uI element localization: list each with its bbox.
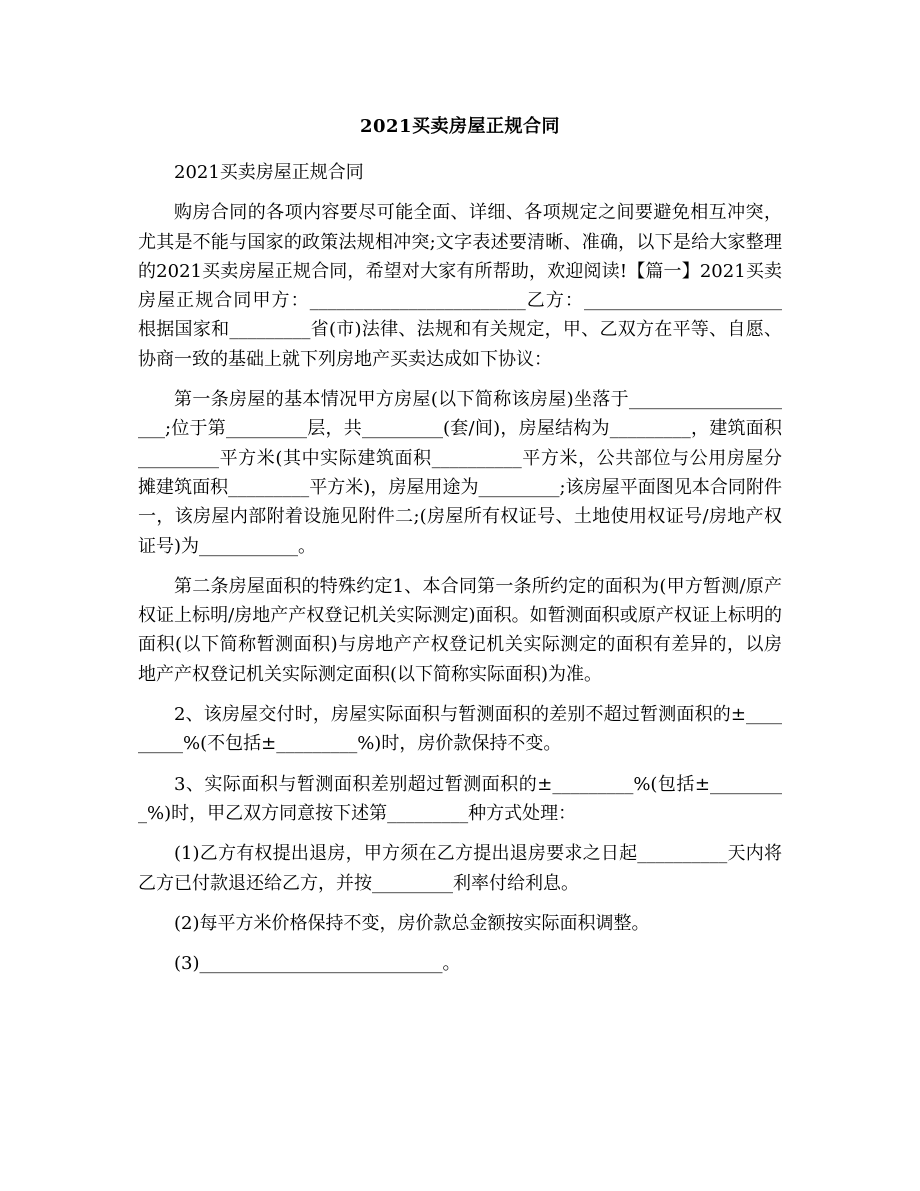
paragraph-clause-2: 2、该房屋交付时，房屋实际面积与暂测面积的差别不超过暂测面积的±_________%(不包括±_________%)时，房价款保持不变。	[138, 704, 782, 755]
paragraph-clause-3: 3、实际面积与暂测面积差别超过暂测面积的±_________%(包括±_________%)时，甲乙双方同意按下述第_________种方式处理：	[138, 773, 782, 824]
paragraph-option-3: (3)___________________________。	[174, 953, 461, 975]
paragraph-subtitle: 2021买卖房屋正规合同	[174, 162, 364, 183]
body-text	[138, 158, 782, 978]
paragraph-option-2: (2)每平方米价格保持不变，房价款总金额按实际面积调整。	[174, 912, 650, 934]
document-title: 2021买卖房屋正规合同	[359, 116, 561, 137]
paragraph-option-1: (1)乙方有权提出退房，甲方须在乙方提出退房要求之日起__________天内将乙方已付款退还给乙方，并按_________利率付给利息。	[138, 843, 782, 894]
paragraph-article-2: 第二条房屋面积的特殊约定1、本合同第一条所约定的面积为(甲方暂测/原产权证上标明/房地产产权登记机关实际测定)面积。如暂测面积或原产权证上标明的面积(以下简称暂测面积)与房地产产权登记机关实际测定的面积有差异的，以房地产产权登记机关实际测定面积(以下简称实际面积)为准。	[138, 575, 782, 685]
paragraph-intro: 购房合同的各项内容要尽可能全面、详细、各项规定之间要避免相互冲突，尤其是不能与国家的政策法规相冲突;文字表述要清晰、准确，以下是给大家整理的2021买卖房屋正规合同，希望对大家有所帮助，欢迎阅读!【篇一】2021买卖房屋正规合同甲方：________________________乙方：______________________根据国家和_________省(市)法律、法规和有关规定，甲、乙双方在平等、自愿、协商一致的基础上就下列房地产买卖达成如下协议：	[138, 202, 782, 370]
paragraph-article-1: 第一条房屋的基本情况甲方房屋(以下简称该房屋)坐落于____________________;位于第_________层，共_________(套/间)，房屋结构为_________，建筑面积_________平方米(其中实际建筑面积__________平方米，公共部位与公用房屋分摊建筑面积_________平方米)，房屋用途为_________;该房屋平面图见本合同附件一，该房屋内部附着设施见附件二;(房屋所有权证号、土地使用权证号/房地产权证号)为___________。	[138, 389, 782, 557]
